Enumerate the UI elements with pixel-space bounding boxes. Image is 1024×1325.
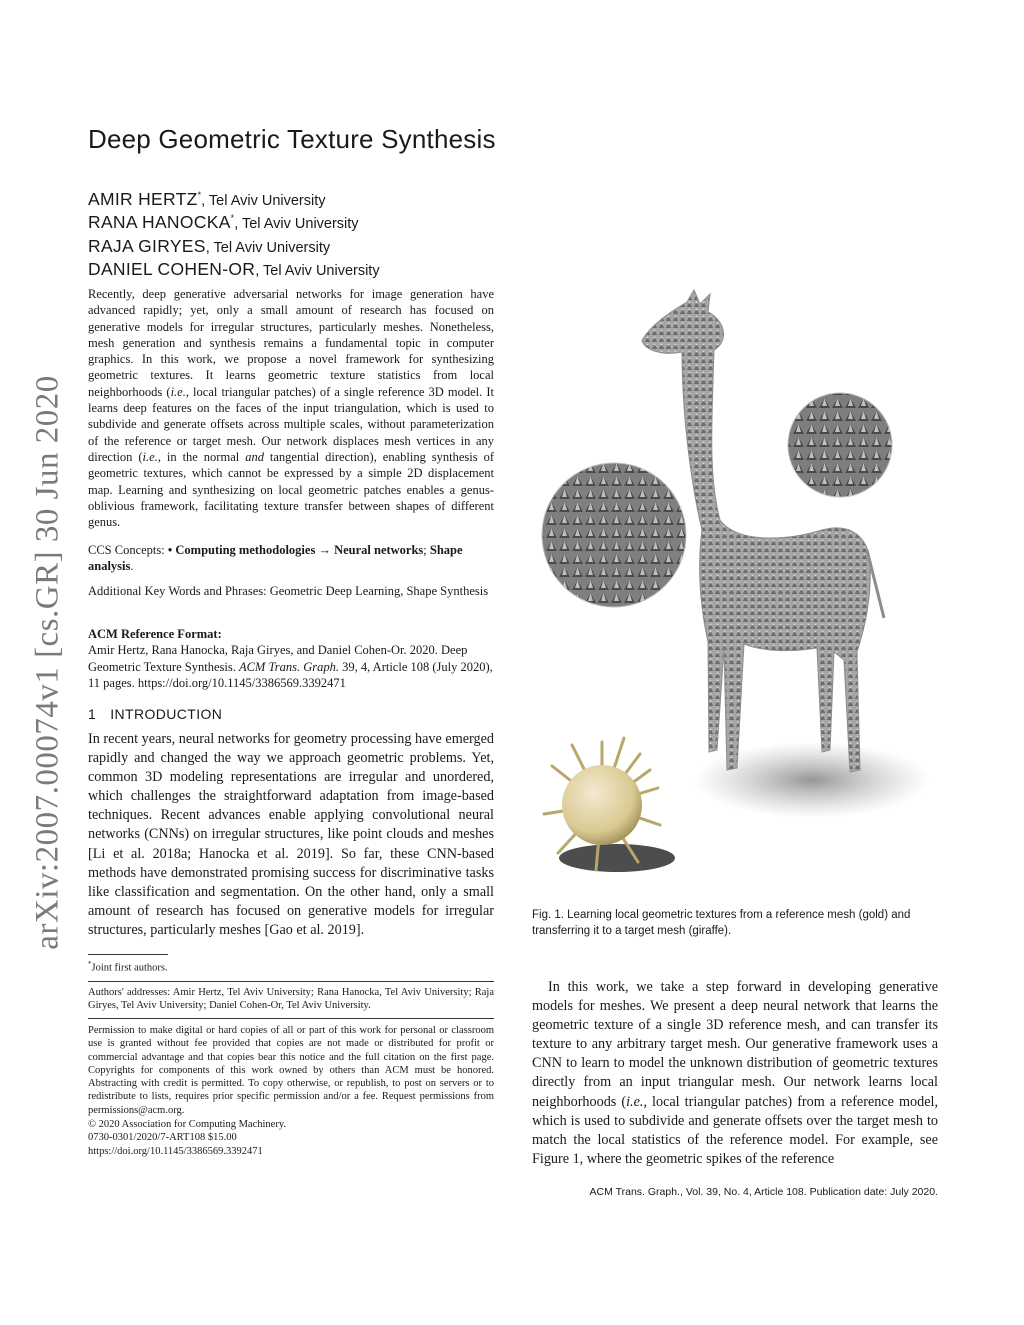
footnote-divider bbox=[88, 954, 168, 955]
doi-link[interactable]: https://doi.org/10.1145/3386569.3392471 bbox=[88, 1146, 263, 1157]
closeup-right bbox=[788, 393, 892, 497]
issn-line: 0730-0301/2020/7-ART108 $15.00 bbox=[88, 1132, 237, 1143]
paper-title: Deep Geometric Texture Synthesis bbox=[88, 124, 496, 154]
keywords: Additional Key Words and Phrases: Geometric Deep Learning, Shape Synthesis bbox=[88, 584, 489, 598]
ccs-concepts: CCS Concepts: • Computing methodologies → Neural networks; Shape analysis. bbox=[88, 543, 463, 574]
joint-mark: * bbox=[197, 190, 202, 200]
footnote-addresses: Authors' addresses: Amir Hertz, Tel Aviv University; Rana Hanocka, Tel Aviv University; Raja Giryes, Tel Aviv University; Daniel Cohen-Or, Tel Aviv University. bbox=[88, 987, 494, 1012]
figure-1 bbox=[532, 280, 952, 880]
gold-reference-mesh bbox=[544, 738, 675, 872]
right-column-paragraph: In this work, we take a step forward in developing generative models for meshes. We present a deep neural network that learns the geometric texture of a single 3D reference mesh, and can transfer its texture to any arbitrary target mesh. Our generative framework uses a CNN to learn to model the unknown distribution of geometric textures directly from an input triangular mesh. Our network learns local neighborhoods (i.e., local triangular patches) from a reference model, which is used to subdivide and generate offsets over the target mesh to match the local statistics of the reference model. For example, see Figure 1, where the geometric spikes of the reference bbox=[532, 979, 938, 1167]
author-affiliation: , Tel Aviv University bbox=[205, 239, 331, 256]
author-3 bbox=[88, 231, 380, 254]
author-affiliation: , Tel Aviv University bbox=[234, 216, 359, 233]
author-affiliation: , Tel Aviv University bbox=[255, 262, 380, 279]
author-name: DANIEL COHEN-OR bbox=[88, 258, 256, 279]
footnote-joint-authors: *Joint first authors. bbox=[88, 960, 168, 974]
joint-mark: * bbox=[230, 213, 235, 224]
author-2 bbox=[88, 207, 380, 233]
copyright-line: © 2020 Association for Computing Machinery. bbox=[88, 1119, 287, 1130]
abstract: Recently, deep generative adversarial networks for image generation have advanced rapidly; yet, only a small amount of research has focused on generative models for irregular structures, particularly meshes. Nonetheless, mesh generation and synthesis remains a fundamental topic in computer graphics. In this work, we propose a novel framework for synthesizing geometric textures. It learns geometric texture statistics from local neighborhoods (i.e., local triangular patches) of a single reference 3D model. It learns deep features on the faces of the input triangulation, which is used to subdivide and generate offsets across multiple scales, without parameterization of the reference or target mesh. Our network displaces mesh vertices in any direction (i.e., in the normal and tangential direction), enabling synthesis of geometric textures, which cannot be expressed by a simple 2D displacement map. Learning and synthesizing on local geometric patches enables a genus-oblivious framework, facilitating texture transfer between shapes of different genus. bbox=[88, 287, 495, 530]
acm-reference-heading: ACM Reference Format: bbox=[88, 627, 222, 641]
closeup-left bbox=[542, 463, 686, 607]
author-name: RAJA GIRYES bbox=[88, 235, 206, 256]
author-list bbox=[88, 184, 380, 277]
arxiv-stamp: arXiv:2007.00074v1 [cs.GR] 30 Jun 2020 bbox=[29, 374, 66, 950]
author-4 bbox=[88, 254, 380, 277]
introduction-paragraph: In recent years, neural networks for geometry processing have emerged rapidly and changed the way we approach geometric problems. Yet, common 3D modeling representations are irregular and unordered, which challenges the straightforward adaptation from image-based techniques. Recent advances enable applying convolutional neural networks (CNNs) on irregular structures, like point clouds and meshes [Li et al. 2018a; Hanocka et al. 2019]. So far, these CNN-based methods have demonstrated promising success for discriminative tasks like classification and segmentation. On the other hand, only a small amount of research has focused on generative models for irregular structures, particularly meshes [Gao et al. 2019]. bbox=[88, 731, 494, 938]
page-footer: ACM Trans. Graph., Vol. 39, No. 4, Article 108. Publication date: July 2020. bbox=[589, 1186, 938, 1198]
footnote-divider bbox=[88, 981, 494, 982]
permission-notice: Permission to make digital or hard copies of all or part of this work for personal or classroom use is granted without fee provided that copies are not made or distributed for profit or commercial advantage and that copies bear this notice and the full citation on the first page. Copyrights for components of this work owned by others than ACM must be honored. Abstracting with credit is permitted. To copy otherwise, or republish, to post on servers or to redistribute to lists, requires prior specific permission and/or a fee. Request permissions from permissions@acm.org. bbox=[88, 1025, 494, 1116]
author-affiliation: , Tel Aviv University bbox=[201, 193, 326, 209]
author-name: AMIR HERTZ bbox=[88, 189, 198, 209]
figure-1-caption: Fig. 1. Learning local geometric textures from a reference mesh (gold) and transferring it to a target mesh (giraffe). bbox=[532, 909, 911, 937]
author-name: RANA HANOCKA bbox=[88, 212, 231, 233]
footnote-divider bbox=[88, 1018, 494, 1019]
author-1 bbox=[88, 184, 380, 207]
acm-reference-format: ACM Reference Format: Amir Hertz, Rana Hanocka, Raja Giryes, and Daniel Cohen-Or. 2020. Deep Geometric Texture Synthesis. ACM Trans. Graph. 39, 4, Article 108 (July 2020), 11 pages. https://doi.org/10.1145/3386569.3392471 bbox=[88, 627, 493, 690]
section-heading-introduction: 1 INTRODUCTION bbox=[88, 706, 223, 722]
figure-1-illustration bbox=[532, 280, 952, 880]
